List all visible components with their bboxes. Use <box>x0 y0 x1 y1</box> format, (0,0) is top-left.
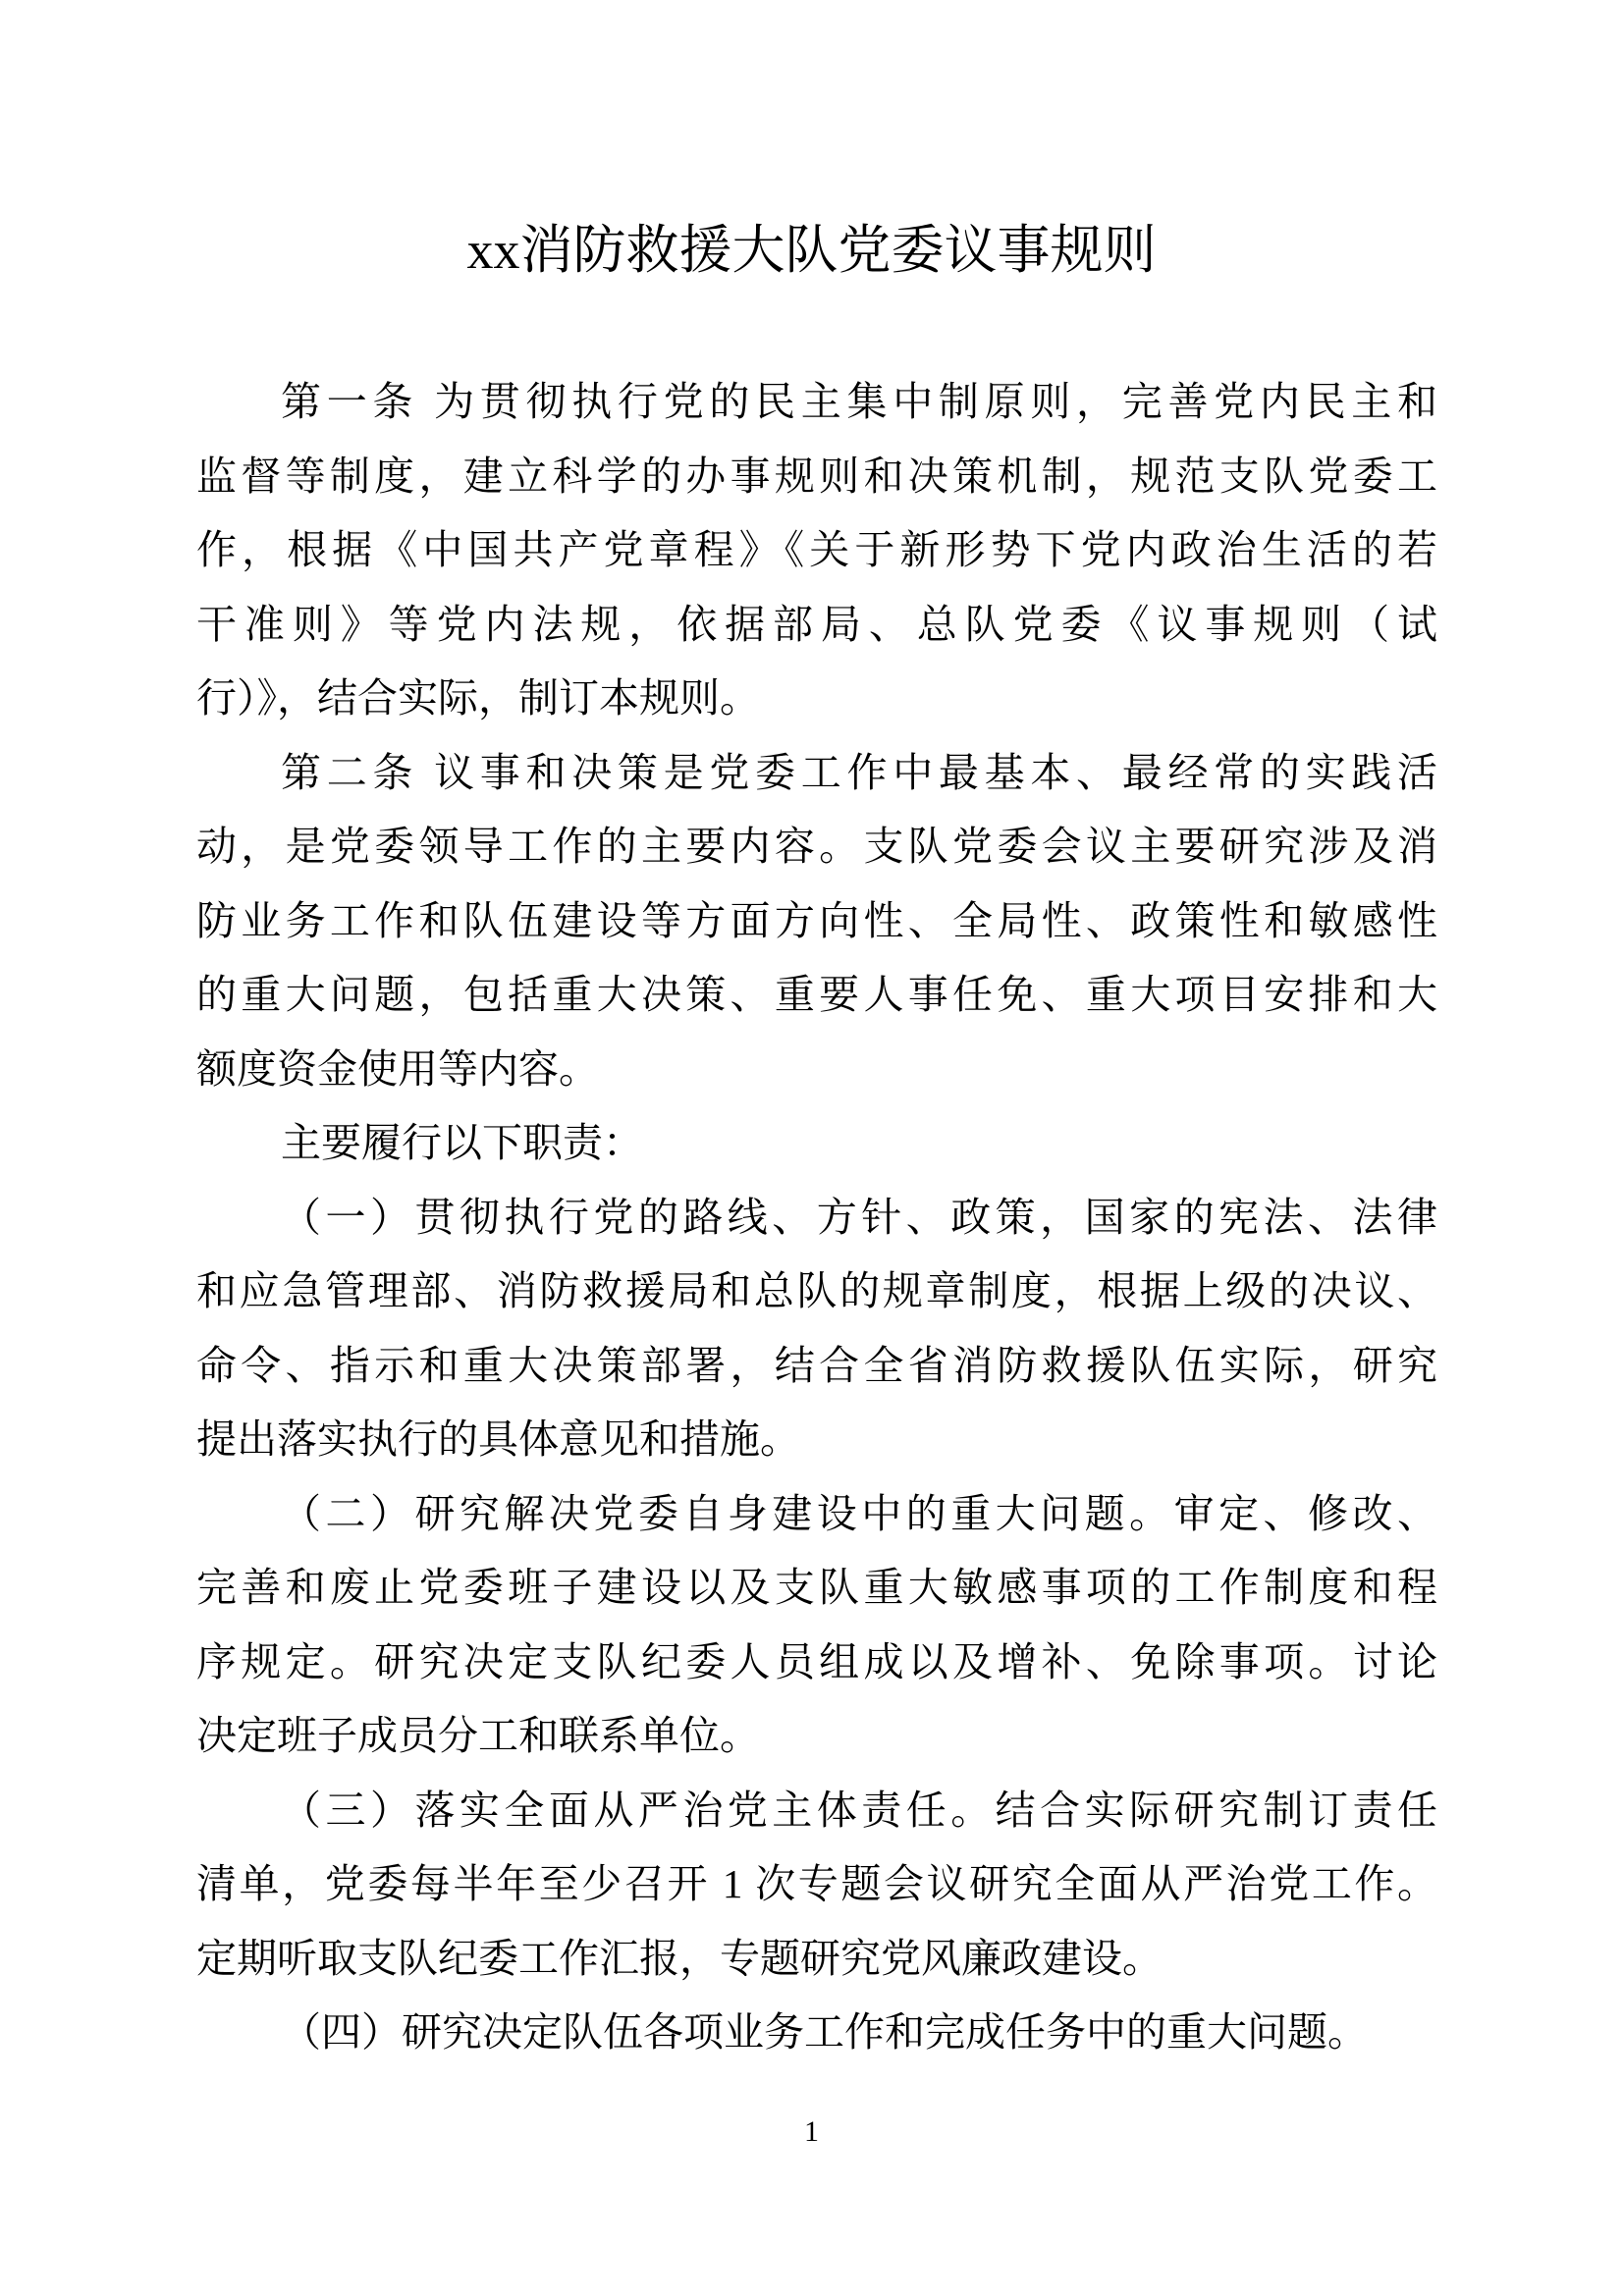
text-line: 提出落实执行的具体意见和措施。 <box>196 1416 800 1462</box>
text-line: 命令、指示和重大决策部署，结合全省消防救援队伍实际，研究 <box>196 1342 1437 1388</box>
text-line: 第一条 为贯彻执行党的民主集中制原则，完善党内民主和 <box>281 379 1437 424</box>
text-line: 的重大问题，包括重大决策、重要人事任免、重大项目安排和大 <box>196 972 1437 1017</box>
text-line: 序规定。研究决定支队纪委人员组成以及增补、免除事项。讨论 <box>196 1638 1437 1684</box>
text-line: 决定班子成员分工和联系单位。 <box>196 1713 760 1758</box>
paragraph <box>196 1477 1437 1774</box>
paragraph <box>196 1996 1437 2070</box>
text-line: （四）研究决定队伍各项业务工作和完成任务中的重大问题。 <box>281 2009 1368 2055</box>
text-line: 主要履行以下职责： <box>281 1120 643 1165</box>
paragraph <box>196 1181 1437 1477</box>
text-line: （一）贯彻执行党的路线、方针、政策，国家的宪法、法律 <box>281 1194 1437 1240</box>
text-line: （三）落实全面从严治党主体责任。结合实际研究制订责任 <box>281 1787 1437 1833</box>
text-line: 清单，党委每半年至少召开 1 次专题会议研究全面从严治党工作。 <box>196 1861 1437 1906</box>
text-line: （二）研究解决党委自身建设中的重大问题。审定、修改、 <box>281 1490 1437 1536</box>
paragraph <box>196 1774 1437 1997</box>
text-line: 防业务工作和队伍建设等方面方向性、全局性、政策性和敏感性 <box>196 897 1437 943</box>
page-number: 1 <box>804 2115 819 2148</box>
text-line: 和应急管理部、消防救援局和总队的规章制度，根据上级的决议、 <box>196 1268 1437 1313</box>
text-line: 作，根据《中国共产党章程》《关于新形势下党内政治生活的若 <box>196 527 1437 572</box>
text-line: 完善和废止党委班子建设以及支队重大敏感事项的工作制度和程 <box>196 1565 1437 1610</box>
paragraph <box>196 1106 1437 1181</box>
paragraph <box>196 736 1437 1107</box>
text-line: 干准则》等党内法规，依据部局、总队党委《议事规则（试 <box>196 601 1437 647</box>
text-line: 动，是党委领导工作的主要内容。支队党委会议主要研究涉及消 <box>196 824 1437 869</box>
text-line: 定期听取支队纪委工作汇报，专题研究党风廉政建设。 <box>196 1935 1163 1981</box>
text-line: 额度资金使用等内容。 <box>196 1045 599 1092</box>
document-title: xx消防救援大队党委议事规则 <box>466 221 1157 280</box>
text-line: 行）》，结合实际，制订本规则。 <box>196 675 760 721</box>
text-line: 第二条 议事和决策是党委工作中最基本、最经常的实践活 <box>281 749 1437 795</box>
document-body <box>196 365 1437 2070</box>
paragraph <box>196 365 1437 736</box>
text-line: 监督等制度，建立科学的办事规则和决策机制，规范支队党委工 <box>196 453 1437 499</box>
